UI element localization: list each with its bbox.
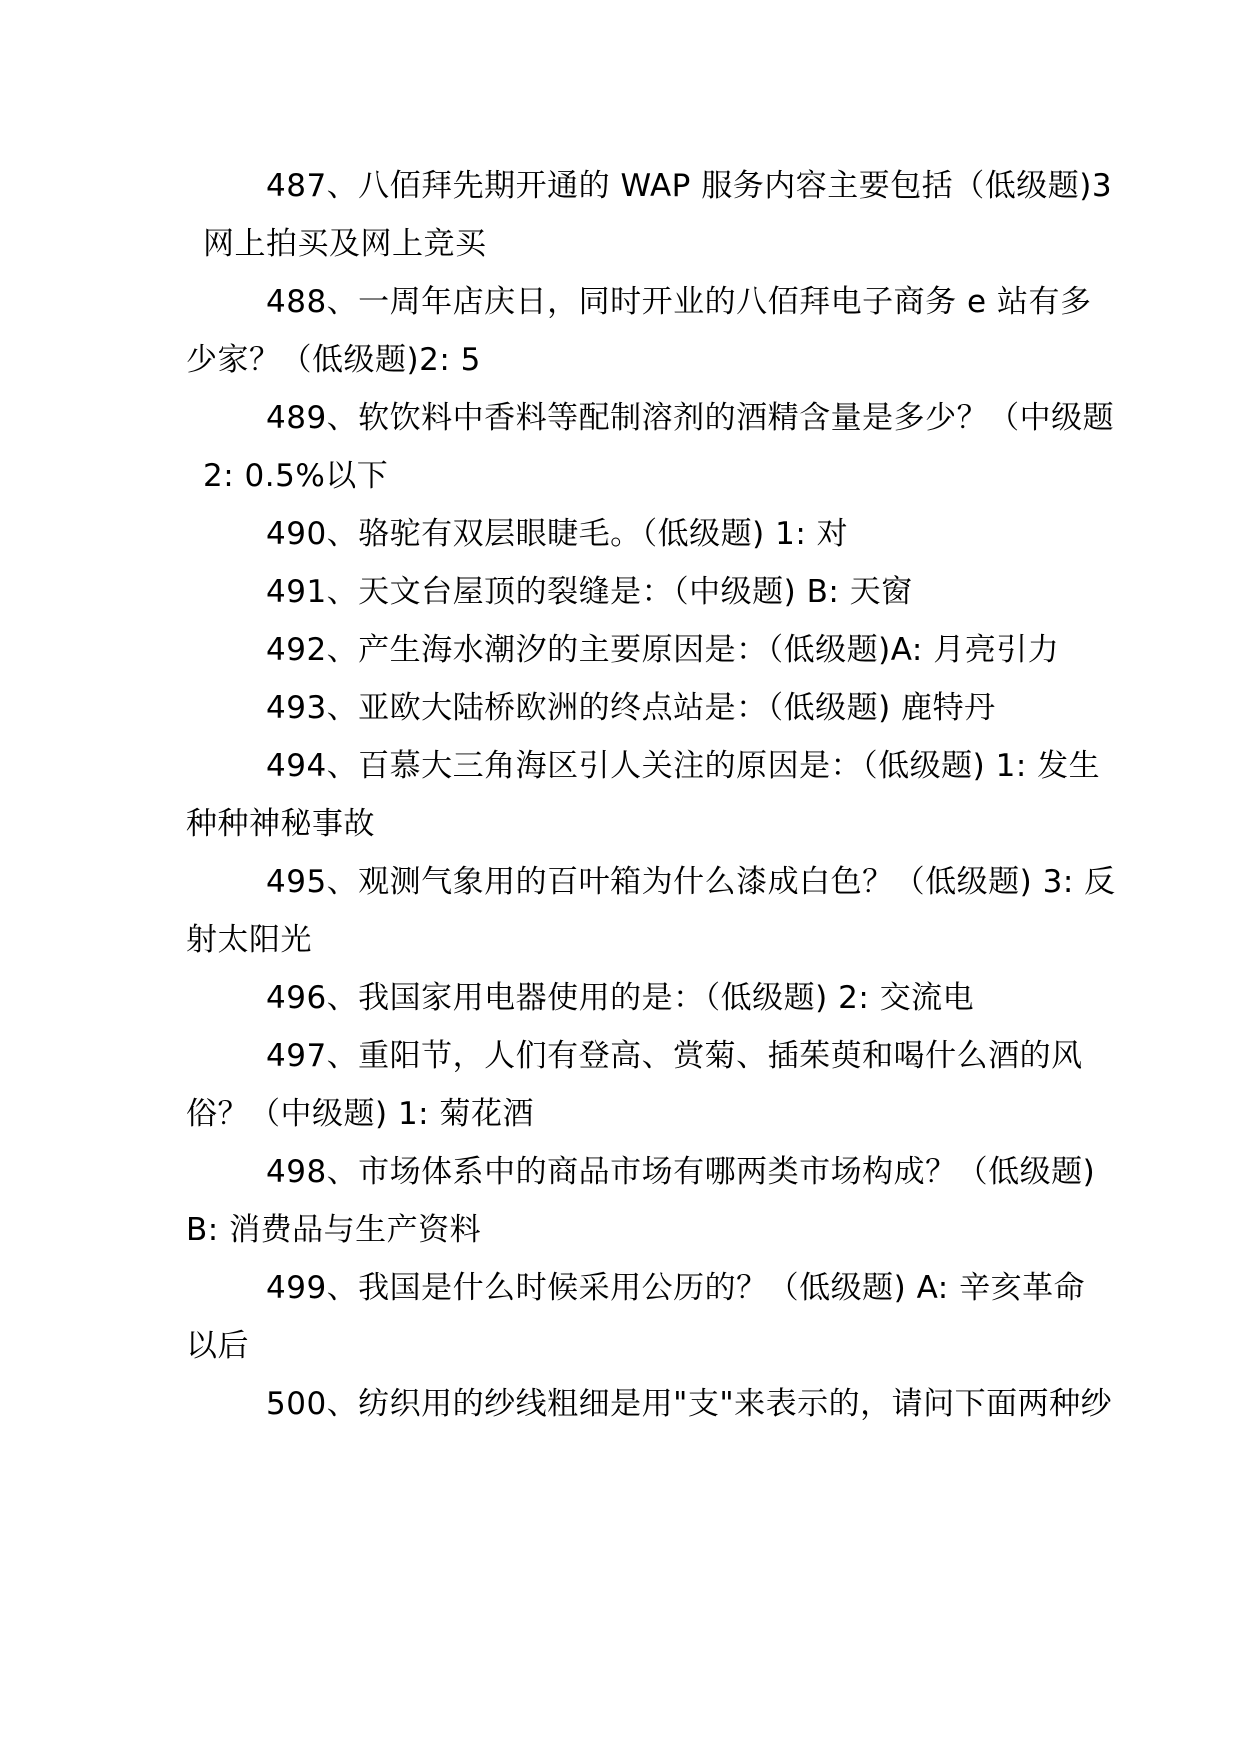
question-500: 500、纺织用的纱线粗细是用"支"来表示的，请问下面两种纱	[266, 1386, 1113, 1422]
question-494: 494、百慕大三角海区引人关注的原因是：（低级题) 1: 发生	[266, 748, 1101, 784]
question-487-continued: 网上拍买及网上竞买	[203, 226, 487, 262]
question-489-continued: 2: 0.5%以下	[203, 458, 389, 494]
question-488-continued: 少家？（低级题)2: 5	[186, 342, 481, 378]
question-499: 499、我国是什么时候采用公历的？（低级题) A: 辛亥革命	[266, 1270, 1086, 1306]
question-489: 489、软饮料中香料等配制溶剂的酒精含量是多少？（中级题	[266, 400, 1115, 436]
question-490: 490、骆驼有双层眼睫毛。（低级题) 1: 对	[266, 516, 849, 552]
document-body	[186, 0, 1154, 1754]
question-493: 493、亚欧大陆桥欧洲的终点站是：（低级题) 鹿特丹	[266, 690, 996, 726]
question-494-continued: 种种神秘事故	[186, 806, 375, 842]
question-496: 496、我国家用电器使用的是：（低级题) 2: 交流电	[266, 980, 975, 1016]
question-498: 498、市场体系中的商品市场有哪两类市场构成？（低级题)	[266, 1154, 1096, 1190]
question-497: 497、重阳节，人们有登高、赏菊、插茱萸和喝什么酒的风	[266, 1038, 1083, 1074]
question-491: 491、天文台屋顶的裂缝是：（中级题) B: 天窗	[266, 574, 913, 610]
question-487: 487、八佰拜先期开通的 WAP 服务内容主要包括（低级题)3	[266, 168, 1113, 204]
question-498-continued: B: 消费品与生产资料	[186, 1212, 482, 1248]
question-492: 492、产生海水潮汐的主要原因是：（低级题)A: 月亮引力	[266, 632, 1060, 668]
question-495-continued: 射太阳光	[186, 922, 312, 958]
question-488: 488、一周年店庆日，同时开业的八佰拜电子商务 e 站有多	[266, 284, 1092, 320]
question-497-continued: 俗？（中级题) 1: 菊花酒	[186, 1096, 534, 1132]
question-495: 495、观测气象用的百叶箱为什么漆成白色？（低级题) 3: 反	[266, 864, 1116, 900]
question-499-continued: 以后	[186, 1328, 249, 1364]
